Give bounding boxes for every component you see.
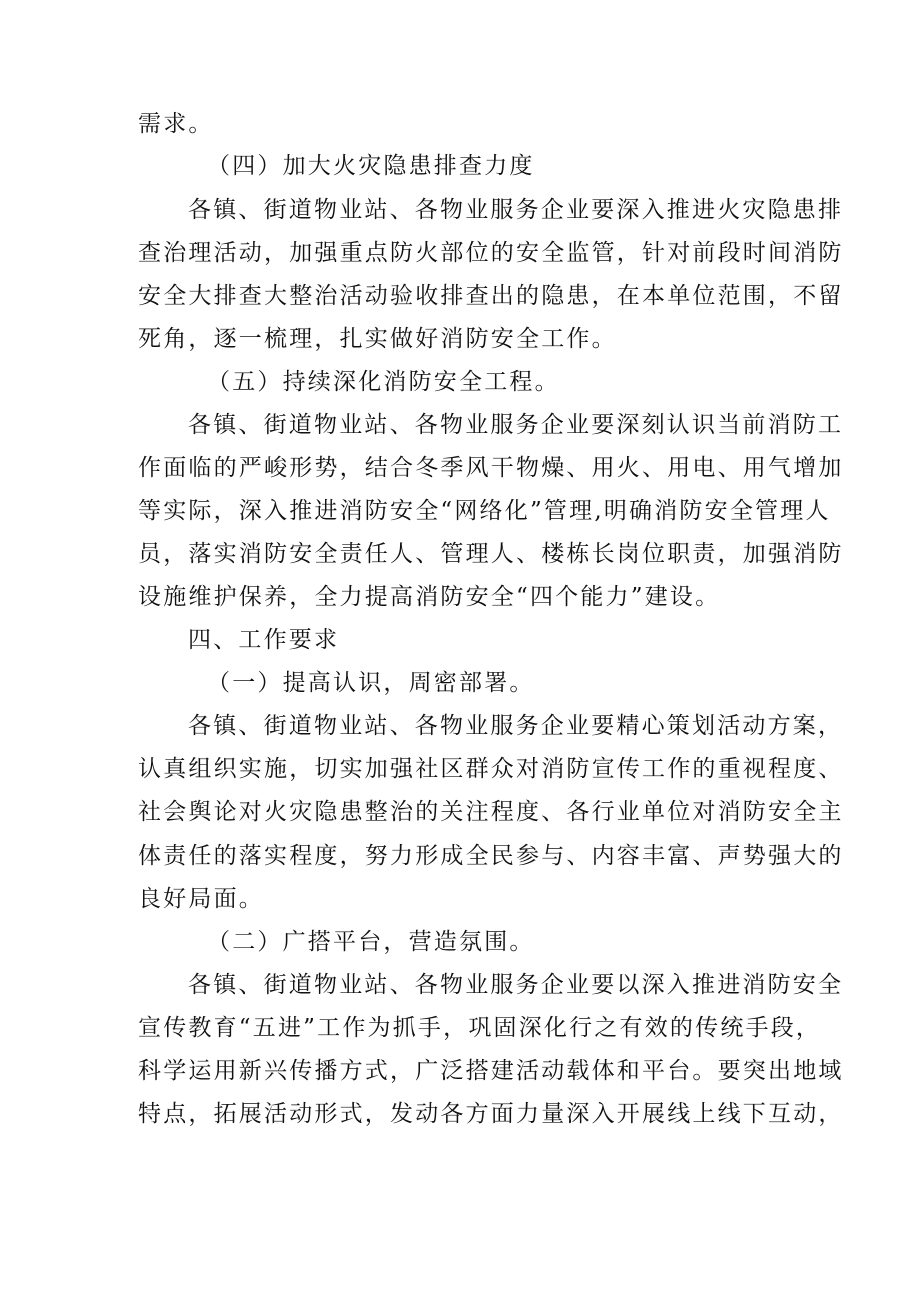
text-line: 良好局面。 xyxy=(138,886,264,912)
section-heading: 四、工作要求 xyxy=(188,627,340,653)
text-line: 死角，逐一梳理，扎实做好消防安全工作。 xyxy=(138,326,617,352)
paragraph-first-line: 各镇、街道物业站、各物业服务企业要以深入推进消防安全 xyxy=(188,972,844,998)
text-line: 等实际，深入推进消防安全“网络化”管理,明确消防安全管理人 xyxy=(138,498,831,524)
text-line: 科学运用新兴传播方式，广泛搭建活动载体和平台。要突出地域 xyxy=(138,1058,844,1084)
subsection-heading: （一）提高认识，周密部署。 xyxy=(207,670,535,696)
paragraph-first-line: 各镇、街道物业站、各物业服务企业要深入推进火灾隐患排 xyxy=(188,197,844,223)
text-line: 安全大排查大整治活动验收排查出的隐患，在本单位范围，不留 xyxy=(138,283,844,309)
text-line: 作面临的严峻形势，结合冬季风干物燥、用火、用电、用气增加 xyxy=(138,455,844,481)
subsection-heading: （二）广搭平台，营造氛围。 xyxy=(207,929,535,955)
subsection-heading: （四）加大火灾隐患排查力度 xyxy=(207,153,535,179)
paragraph-first-line: 各镇、街道物业站、各物业服务企业要精心策划活动方案， xyxy=(188,713,844,739)
subsection-heading: （五）持续深化消防安全工程。 xyxy=(207,369,560,395)
text-line: 社会舆论对火灾隐患整治的关注程度、各行业单位对消防安全主 xyxy=(138,799,844,825)
text-line: 认真组织实施，切实加强社区群众对消防宣传工作的重视程度、 xyxy=(138,756,844,782)
text-line: 员，落实消防安全责任人、管理人、楼栋长岗位职责，加强消防 xyxy=(138,541,844,567)
text-line: 查治理活动，加强重点防火部位的安全监管，针对前段时间消防 xyxy=(138,240,844,266)
text-line: 体责任的落实程度，努力形成全民参与、内容丰富、声势强大的 xyxy=(138,843,844,869)
text-line: 特点，拓展活动形式，发动各方面力量深入开展线上线下互动， xyxy=(138,1101,844,1127)
text-line: 设施维护保养，全力提高消防安全“四个能力”建设。 xyxy=(138,584,721,610)
text-line: 需求。 xyxy=(138,111,214,137)
paragraph-first-line: 各镇、街道物业站、各物业服务企业要深刻认识当前消防工 xyxy=(188,412,844,438)
text-line: 宣传教育“五进”工作为抓手，巩固深化行之有效的传统手段， xyxy=(138,1015,822,1041)
